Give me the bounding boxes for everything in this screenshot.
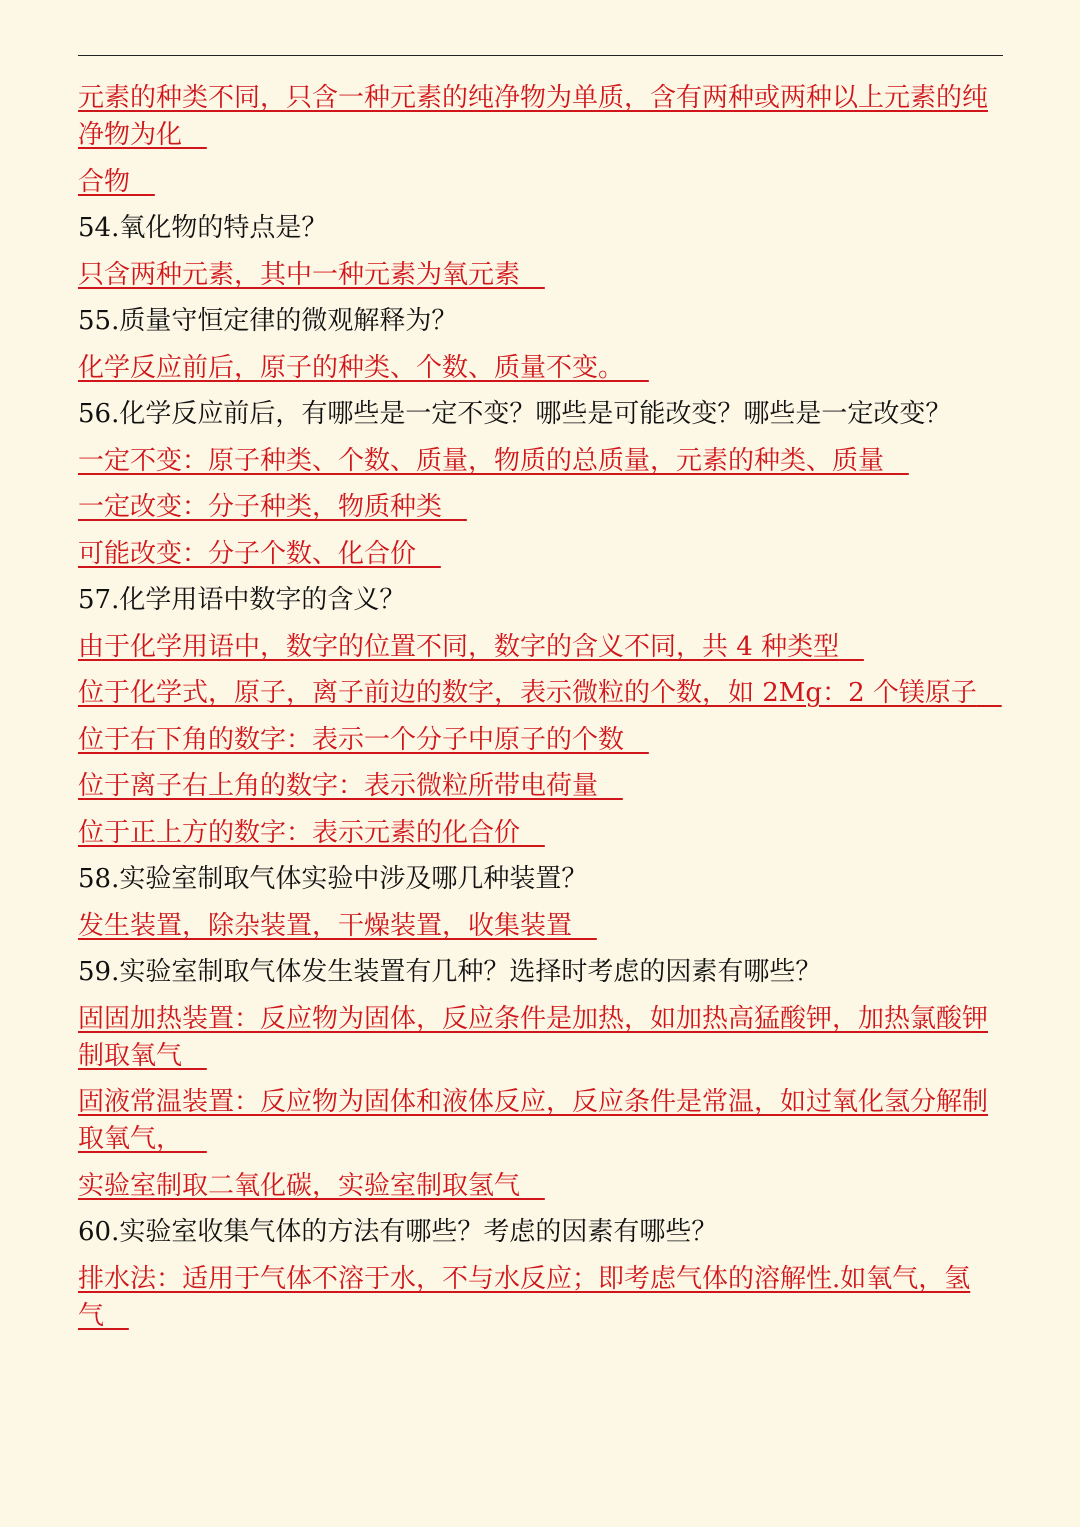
answer-line: 发生装置，除杂装置，干燥装置，收集装置 bbox=[78, 910, 573, 941]
answer-line: 排水法：适用于气体不溶于水，不与水反应；即考虑气体的溶解性.如氧气，氢气 bbox=[78, 1263, 971, 1331]
answer-line: 位于右下角的数字：表示一个分子中原子的个数 bbox=[78, 724, 625, 755]
question-60: 60.实验室收集气体的方法有哪些？考虑的因素有哪些？ bbox=[78, 1217, 718, 1247]
answer-line: 固液常温装置：反应物为固体和液体反应，反应条件是常温，如过氧化氢分解制取氧气， bbox=[78, 1087, 989, 1154]
question-59: 59.实验室制取气体发生装置有几种？选择时考虑的因素有哪些？ bbox=[78, 957, 822, 987]
qa-content bbox=[78, 80, 1003, 1344]
answer-line: 一定改变：分子种类，物质种类 bbox=[78, 492, 443, 522]
answer-line: 固固加热装置：反应物为固体，反应条件是加热，如加热高猛酸钾，加热氯酸钾制取氧气 bbox=[78, 1003, 989, 1071]
answer-line: 元素的种类不同，只含一种元素的纯净物为单质，含有两种或两种以上元素的纯净物为化 bbox=[78, 83, 989, 150]
answer-line: 化学反应前后，原子的种类、个数、质量不变。 bbox=[78, 352, 625, 383]
answer-line: 合物 bbox=[78, 166, 131, 197]
answer-line: 一定不变：原子种类、个数、质量，物质的总质量，元素的种类、质量 bbox=[78, 445, 885, 476]
question-55: 55.质量守恒定律的微观解释为？ bbox=[78, 306, 458, 336]
answer-line: 位于正上方的数字：表示元素的化合价 bbox=[78, 817, 521, 848]
answer-line: 位于化学式，原子，离子前边的数字，表示微粒的个数，如 2Mg：2 个镁原子 bbox=[78, 678, 977, 708]
question-58: 58.实验室制取气体实验中涉及哪几种装置？ bbox=[78, 864, 588, 894]
question-57: 57.化学用语中数字的含义？ bbox=[78, 585, 406, 615]
question-56: 56.化学反应前后，有哪些是一定不变？哪些是可能改变？哪些是一定改变？ bbox=[78, 399, 952, 429]
answer-line: 实验室制取二氧化碳，实验室制取氢气 bbox=[78, 1170, 521, 1201]
header-rule bbox=[78, 55, 1003, 56]
answer-line: 位于离子右上角的数字：表示微粒所带电荷量 bbox=[78, 771, 599, 801]
question-54: 54.氧化物的特点是？ bbox=[78, 213, 328, 243]
answer-line: 只含两种元素，其中一种元素为氧元素 bbox=[78, 259, 521, 290]
answer-line: 可能改变：分子个数、化合价 bbox=[78, 538, 417, 569]
answer-line: 由于化学用语中，数字的位置不同，数字的含义不同，共 4 种类型 bbox=[78, 631, 840, 662]
